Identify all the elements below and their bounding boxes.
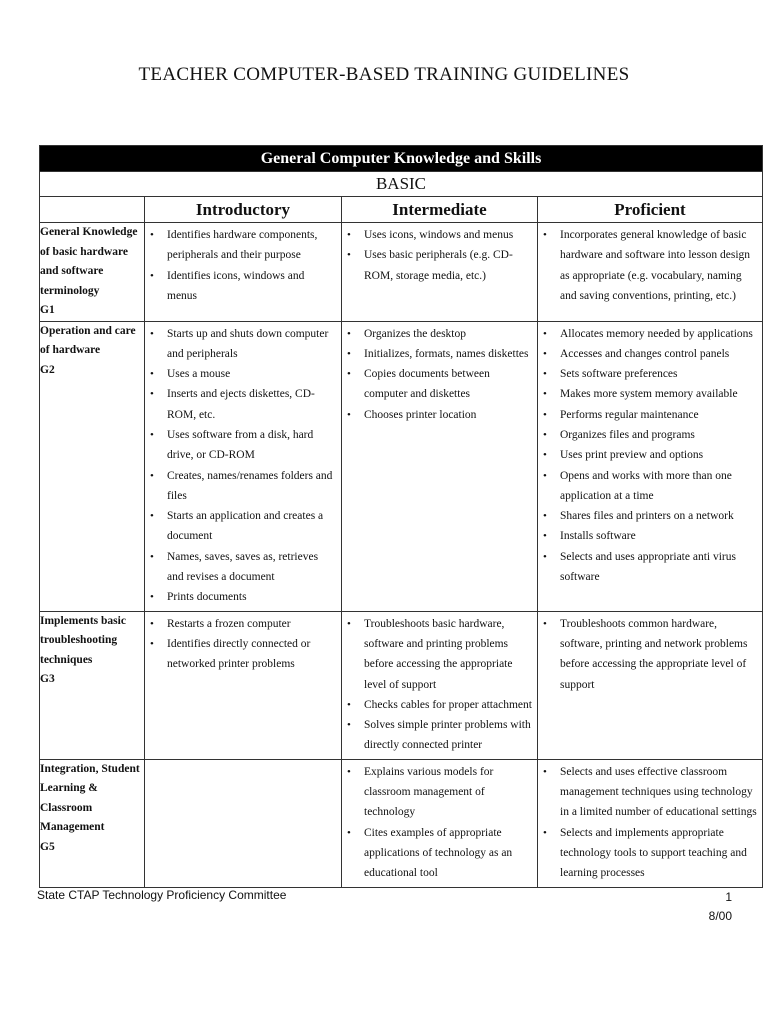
list-item: • Selects and uses appropriate anti virus software (560, 547, 758, 588)
intermediate-list (342, 612, 537, 759)
footer-page-number: 1 (725, 890, 732, 904)
proficient-list (538, 223, 762, 309)
list-item: • Selects and implements appropriate technology tools to support teaching and learning processes (560, 823, 758, 884)
list-item: • Uses software from a disk, hard drive, or CD-ROM (167, 425, 337, 466)
list-item: • Allocates memory needed by applications (560, 324, 758, 344)
proficient-cell (538, 759, 763, 887)
list-item: • Performs regular maintenance (560, 405, 758, 425)
skill-code: G2 (40, 363, 55, 376)
proficient-cell (538, 611, 763, 759)
list-item: • Organizes files and programs (560, 425, 758, 445)
table-row (40, 321, 763, 611)
intermediate-cell (342, 321, 538, 611)
skill-code: G1 (40, 304, 55, 316)
list-item: • Uses a mouse (167, 364, 337, 384)
introductory-list (145, 322, 341, 611)
proficient-cell (538, 321, 763, 611)
skill-name: Implements basic troubleshooting techniques (40, 614, 126, 666)
page-title: TEACHER COMPUTER-BASED TRAINING GUIDELINES (138, 64, 630, 85)
list-item: • Explains various models for classroom management of technology (364, 762, 533, 823)
introductory-cell (145, 321, 342, 611)
guidelines-table (39, 145, 763, 888)
list-item: • Accesses and changes control panels (560, 344, 758, 364)
intermediate-cell (342, 223, 538, 322)
list-item: • Identifies directly connected or networked printer problems (167, 634, 337, 675)
footer-committee: State CTAP Technology Proficiency Committee (37, 888, 287, 902)
list-item: • Solves simple printer problems with directly connected printer (364, 715, 533, 756)
list-item: • Sets software preferences (560, 364, 758, 384)
column-header-proficient: Proficient (538, 197, 763, 223)
list-item: • Restarts a frozen computer (167, 614, 337, 634)
list-item: • Uses print preview and options (560, 445, 758, 465)
list-item: • Checks cables for proper attachment (364, 695, 533, 715)
skill-name: Integration, Student Learning & Classroom Management (40, 762, 140, 834)
proficient-list (538, 760, 762, 887)
intermediate-list (342, 322, 537, 428)
list-item: • Initializes, formats, names diskettes (364, 344, 533, 364)
introductory-list (145, 223, 341, 309)
intermediate-list (342, 760, 537, 887)
table-level: BASIC (40, 172, 763, 197)
list-item: • Copies documents between computer and diskettes (364, 364, 533, 405)
list-item: • Inserts and ejects diskettes, CD-ROM, etc. (167, 384, 337, 425)
intermediate-cell (342, 611, 538, 759)
list-item: • Cites examples of appropriate applications of technology as an educational tool (364, 823, 533, 884)
list-item: • Troubleshoots common hardware, software, printing and network problems before accessing the appropriate level of support (560, 614, 758, 695)
skill-cell (40, 223, 145, 322)
list-item: • Uses basic peripherals (e.g. CD-ROM, storage media, etc.) (364, 245, 533, 286)
table-row (40, 611, 763, 759)
introductory-cell (145, 611, 342, 759)
skill-code: G5 (40, 840, 55, 853)
table-body (40, 223, 763, 888)
list-item: • Shares files and printers on a network (560, 506, 758, 526)
list-item: • Creates, names/renames folders and files (167, 466, 337, 507)
table-row (40, 223, 763, 322)
footer-date: 8/00 (708, 909, 732, 923)
skill-name: Operation and care of hardware (40, 324, 136, 356)
list-item: • Selects and uses effective classroom management techniques using technology in a limited number of educational settings (560, 762, 758, 823)
list-item: • Organizes the desktop (364, 324, 533, 344)
skill-code: G3 (40, 673, 55, 686)
list-item: • Identifies icons, windows and menus (167, 266, 337, 307)
list-item: • Troubleshoots basic hardware, software and printing problems before accessing the appropriate level of support (364, 614, 533, 695)
introductory-cell (145, 223, 342, 322)
list-item: • Names, saves, saves as, retrieves and revises a document (167, 547, 337, 588)
table-row (40, 759, 763, 887)
list-item: • Chooses printer location (364, 405, 533, 425)
skill-cell (40, 321, 145, 611)
column-header-intermediate: Intermediate (342, 197, 538, 223)
list-item: • Uses icons, windows and menus (364, 225, 533, 245)
intermediate-cell (342, 759, 538, 887)
list-item: • Starts an application and creates a document (167, 506, 337, 547)
skill-name: General Knowledge of basic hardware and software terminology (40, 226, 138, 297)
list-item: • Makes more system memory available (560, 384, 758, 404)
list-item: • Identifies hardware components, peripherals and their purpose (167, 225, 337, 266)
list-item: • Opens and works with more than one application at a time (560, 466, 758, 507)
introductory-cell (145, 759, 342, 887)
list-item: • Starts up and shuts down computer and peripherals (167, 324, 337, 365)
table-banner: General Computer Knowledge and Skills (40, 146, 763, 172)
proficient-list (538, 322, 762, 591)
introductory-list (145, 760, 341, 765)
skill-cell (40, 611, 145, 759)
intermediate-list (342, 223, 537, 289)
introductory-list (145, 612, 341, 678)
proficient-list (538, 612, 762, 698)
skill-cell (40, 759, 145, 887)
list-item: • Installs software (560, 526, 758, 546)
column-header-introductory: Introductory (145, 197, 342, 223)
list-item: • Incorporates general knowledge of basic hardware and software into lesson design as appropriate (e.g. vocabulary, naming and saving conventions, printing, etc.) (560, 225, 758, 306)
list-item: • Prints documents (167, 587, 337, 607)
proficient-cell (538, 223, 763, 322)
footer-page-info (709, 888, 732, 926)
column-header-skill (40, 197, 145, 223)
